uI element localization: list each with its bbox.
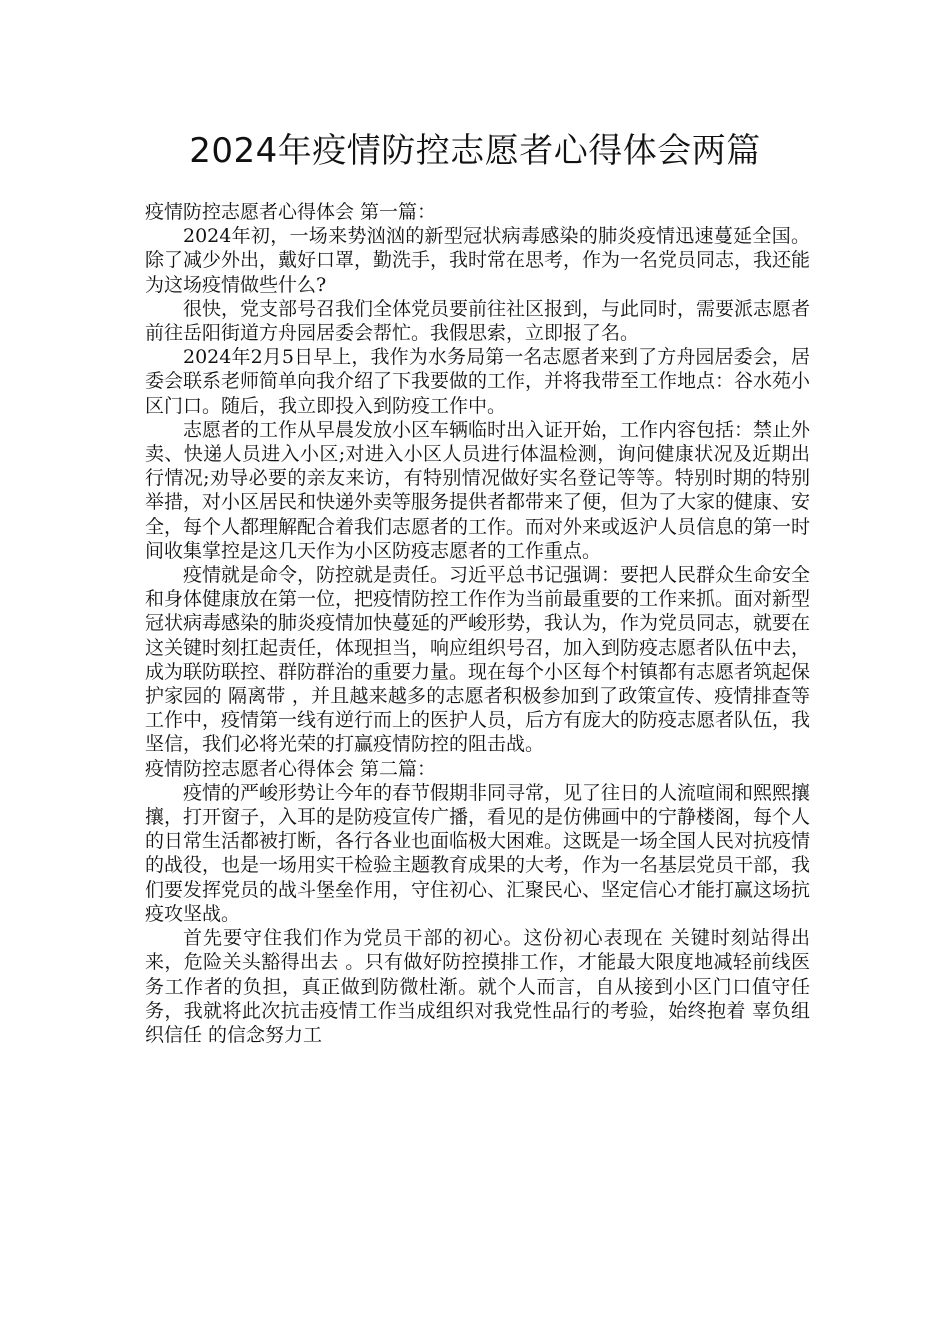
document-title: 2024年疫情防控志愿者心得体会两篇 <box>189 131 761 171</box>
paragraph: 2024年2月5日早上，我作为水务局第一名志愿者来到了方舟园居委会，居委会联系老师简单向我介绍了下我要做的工作，并将我带至工作地点：谷水苑小区门口。随后，我立即投入到防疫工作中。 <box>145 346 811 417</box>
paragraph: 志愿者的工作从早晨发放小区车辆临时出入证开始，工作内容包括：禁止外卖、快递人员进入小区;对进入小区人员进行体温检测，询问健康状况及近期出行情况;劝导必要的亲友来访，有特别情况做好实名登记等等。特别时期的特别举措，对小区居民和快递外卖等服务提供者都带来了便，但为了大家的健康、安全，每个人都理解配合着我们志愿者的工作。而对外来或返沪人员信息的第一时间收集掌控是这几天作为小区防疫志愿者的工作重点。 <box>145 418 811 562</box>
paragraph: 首先要守住我们作为党员干部的初心。这份初心表现在 关键时刻站得出来，危险关头豁得出去 。只有做好防控摸排工作，才能最大限度地减轻前线医务工作者的负担，真正做到防微杜渐。就个人而言，自从接到小区门口值守任务，我就将此次抗击疫情工作当成组织对我党性品行的考验，始终抱着 辜负组织信任 的信念努力工 <box>145 927 810 1046</box>
document-body <box>145 200 810 1047</box>
paragraph: 2024年初，一场来势汹汹的新型冠状病毒感染的肺炎疫情迅速蔓延全国。除了减少外出，戴好口罩，勤洗手，我时常在思考，作为一名党员同志，我还能为这场疫情做些什么? <box>145 225 811 296</box>
paragraph: 疫情就是命令，防控就是责任。习近平总书记强调：要把人民群众生命安全和身体健康放在第一位，把疫情防控工作作为当前最重要的工作来抓。面对新型冠状病毒感染的肺炎疫情加快蔓延的严峻形势，我认为，作为党员同志，就要在这关键时刻扛起责任，体现担当，响应组织号召，加入到防疫志愿者队伍中去，成为联防联控、群防群治的重要力量。现在每个小区每个村镇都有志愿者筑起保护家园的 隔离带 ，并且越来越多的志愿者积极参加到了政策宣传、疫情排查等工作中，疫情第一线有逆行而上的医护人员，后方有庞大的防疫志愿者队伍，我坚信，我们必将光荣的打赢疫情防控的阻击战。 <box>145 564 811 756</box>
paragraph: 疫情的严峻形势让今年的春节假期非同寻常，见了往日的人流喧闹和熙熙攘攘，打开窗子，入耳的是防疫宣传广播，看见的是仿佛画中的宁静楼阁，每个人的日常生活都被打断，各行各业也面临极大困难。这既是一场全国人民对抗疫情的战役，也是一场用实干检验主题教育成果的大考，作为一名基层党员干部，我们要发挥党员的战斗堡垒作用，守住初心、汇聚民心、坚定信心才能打赢这场抗疫攻坚战。 <box>145 781 811 925</box>
section-heading-1: 疫情防控志愿者心得体会 第一篇： <box>145 201 437 223</box>
section-heading-2: 疫情防控志愿者心得体会 第二篇： <box>145 757 437 780</box>
paragraph: 很快，党支部号召我们全体党员要前往社区报到，与此同时，需要派志愿者前往岳阳街道方舟园居委会帮忙。我假思索，立即报了名。 <box>145 297 811 345</box>
